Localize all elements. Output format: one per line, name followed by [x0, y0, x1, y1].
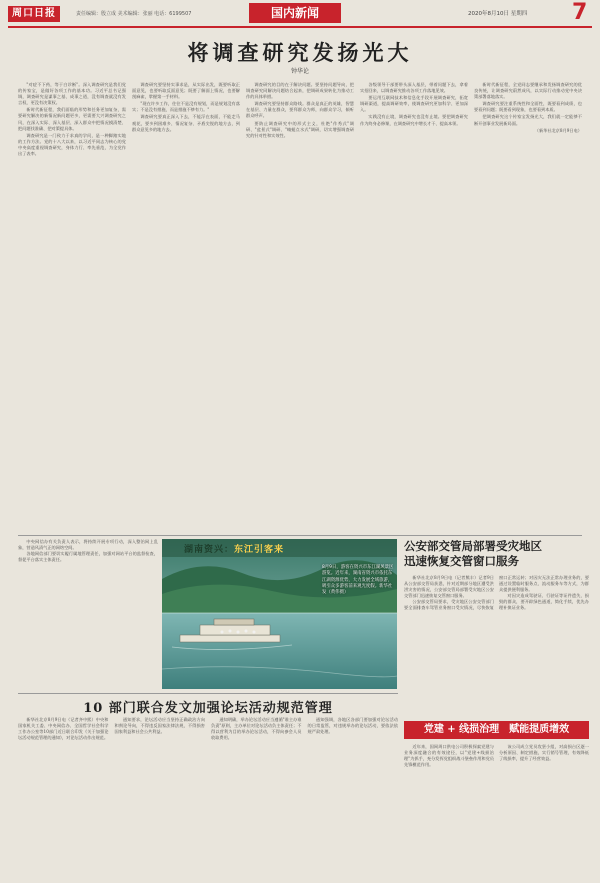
paragraph: 新华社北京8月9日电（记者齐中熙）中央和国家机关工委、中央网信办、全国哲学社会科学工作办公室等10部门近日联合印发《关于加强论坛活动规范管理的通知》，对论坛活动作出规范。: [18, 717, 109, 741]
bottom-right-body: [404, 744, 589, 878]
paragraph: 该公司成立党员攻坚小组，对高损台区逐一分析原因、制定措施，实行销号管理，有效降低了线损率，提升了经营效益。: [499, 744, 589, 762]
headline-line: 公安部交管局部署受灾地区: [404, 539, 542, 553]
paragraph: 把调查研究这个传家宝发扬光大，我们就一定能够不断开创事业发展新局面。: [474, 114, 582, 126]
article-column-5: [474, 82, 582, 534]
photo-title: [184, 542, 284, 555]
lake-scene-image: [162, 539, 397, 689]
paragraph: 各级领导干部要带头深入基层，带着问题下去，拿着实招回来，以调查研究推动各项工作落地见效。: [360, 82, 468, 94]
section-title: 国内新闻: [249, 3, 341, 23]
page-number: 7: [572, 0, 588, 25]
article-column-3: [246, 82, 354, 534]
bottom-story-headline: 10 部门联合发文加强论坛活动规范管理: [83, 701, 333, 716]
paragraph: 调查研究要坚持实事求是，从实际出发，既要听取正面意见，也要听取反面意见；既要了解面上情况，也要解剖麻雀，掌握第一手材料。: [132, 82, 240, 100]
paragraph: 要防止调查研究中的形式主义，杜绝"作秀式"调研、"盆景式"调研、"蜻蜓点水式"调研，切实增强调查研究的针对性和实效性。: [246, 120, 354, 138]
photo-caption: 8月9日，游客在资兴市东江湖风景区游览。近年来，湖南省资兴市依托东江湖资源优势，大力发展全域旅游，吸引众多游客前来观光度假。新华社发（黄伟摄）: [322, 565, 394, 596]
editor-credits: 责任编辑：殷立成 美术编辑：张丽 电话：6199507: [76, 11, 192, 17]
paragraph: 对因灾造成驾驶证、行驶证等证件遗失、损毁的群众，要开辟绿色通道，简化手续，优先办理补换证业务。: [499, 593, 589, 611]
paragraph: 调查研究要坚持群众路线。群众是真正的英雄，智慧在基层、力量在群众，要拜群众为师，向群众学习，倾听群众呼声。: [246, 101, 354, 119]
paragraph: 实践没有止境，调查研究也没有止境。要把调查研究作为终身必修课，在调查研究中增长才干、提高本领。: [360, 114, 468, 126]
section-divider: [18, 535, 582, 536]
paragraph: 调查研究要注重系统性和全面性，既要看到成绩，也要看到问题；既要看到现象，也要看到本质。: [474, 101, 582, 113]
masthead-divider: [8, 26, 592, 28]
article-column-2: [132, 82, 240, 534]
news-photo: [162, 539, 397, 689]
paragraph: 调查研究是一门致力于求真的学问，是一种脚踏实地的工作方法。党的十八大以来，以习近平同志为核心的党中央高度重视调查研究，身体力行、率先垂范，为全党作出了表率。: [18, 132, 126, 157]
photo-title-accent: 东江引客来: [234, 545, 285, 555]
paragraph: 调查研究要真正深入下去，不能浮在表面，不能走马观花，要多到困难多、情况复杂、矛盾尖锐的地方去，到群众意见多的地方去。: [132, 114, 240, 132]
paragraph: 通知强调，各地区各部门要加强对论坛活动的日常监管，对违规举办的论坛活动，要依法依规严肃处理。: [307, 717, 398, 735]
masthead: [0, 0, 600, 26]
paragraph: 公安部交管局要求，受灾地区公安交管部门要全面排查车驾管业务窗口受灾情况，尽快恢复窗口正常运转；对因灾无法正常办理业务的，要通过设置临时服务点、流动服务车等方式，为群众提供便利服务。: [404, 575, 589, 611]
paragraph: 各地网信部门要切实履行属地管理责任，加强对网站平台的监督检查，督促平台落实主体责任。: [18, 551, 158, 563]
paragraph: 近年来，国网周口供电公司积极探索党建与业务深度融合的有效途径，以"党建+线损治理"为抓手，充分发挥党组织战斗堡垒作用和党员先锋模范作用。: [404, 744, 494, 768]
bottom-right-headline: 党建 + 线损治理 赋能提质增效: [404, 721, 589, 739]
right-story-headline: [404, 539, 589, 569]
paragraph: 调查研究的目的在于解决问题。要坚持问题导向，把调查研究同解决问题结合起来，把调研成果转化为推动工作的具体举措。: [246, 82, 354, 100]
paragraph: 中央网信办有关负责人表示，将持续开展专项行动，深入整治网上乱象，营造风清气正的网络空间。: [18, 539, 158, 551]
paragraph: 要运用互联网技术和信息化手段开展调查研究，拓宽调研渠道，提高调研效率，使调查研究更加科学、更加深入。: [360, 95, 468, 113]
paragraph: 通知要求，论坛活动应当坚持正确政治方向和舆论导向，不得违反国家法律法规，不得损害国家利益和社会公共利益。: [114, 717, 205, 735]
main-byline: 钟华论: [290, 68, 309, 75]
newspaper-logo: 周口日报: [8, 6, 60, 22]
right-story-body: [404, 575, 589, 715]
section-divider: [18, 693, 398, 694]
paragraph: 新时代新征程，我们面临的形势和任务更加复杂，需要研究解决的新情况新问题更多，更需要大兴调查研究之风，在深入实际、深入基层、深入群众中把情况摸清楚、把问题找准确、把对策提具体。: [18, 107, 126, 131]
issue-date: 2020年8月10日 星期四: [468, 11, 528, 17]
headline-line: 迅速恢复交管窗口服务: [404, 554, 519, 568]
main-headline: 将调查研究发扬光大: [187, 40, 413, 65]
bottom-story-body: [18, 717, 398, 877]
left-news-brief: [18, 539, 158, 689]
article-signoff: （新华社北京8月9日电）: [534, 127, 582, 133]
article-column-1: [18, 82, 126, 534]
paragraph: 新时代新征程，全党同志要继承和发扬调查研究的优良传统，让调查研究蔚然成风，以实际行动推动党中央决策部署落地落实。: [474, 82, 582, 100]
paragraph: "现在许多工作，往往不是没有规划，而是规划没有落实；不是没有措施，而是措施不够有力。": [132, 101, 240, 113]
paragraph: 通知明确，举办论坛活动应当遵循"谁主办谁负责"原则，主办单位对论坛活动负主体责任；不得以营利为目的举办论坛活动，不得向参会人员收取费用。: [211, 717, 302, 741]
photo-title-lead: 湖南资兴：: [184, 545, 235, 555]
article-column-4: [360, 82, 468, 534]
paragraph: "对症不下药，等于白诊断"。深入调查研究是我们党的传家宝，是做好各项工作的基本功。习近平总书记强调，调查研究是谋事之基、成事之道，没有调查就没有发言权，更没有决策权。: [18, 82, 126, 106]
paragraph: 新华社北京8月9日电（记者熊丰）记者9日从公安部交管局获悉，针对近期部分地区遭受洪涝灾害的情况，公安部交管局部署受灾地区公安交管部门迅速恢复交管窗口服务。: [404, 575, 494, 599]
main-article-body: [18, 82, 582, 534]
